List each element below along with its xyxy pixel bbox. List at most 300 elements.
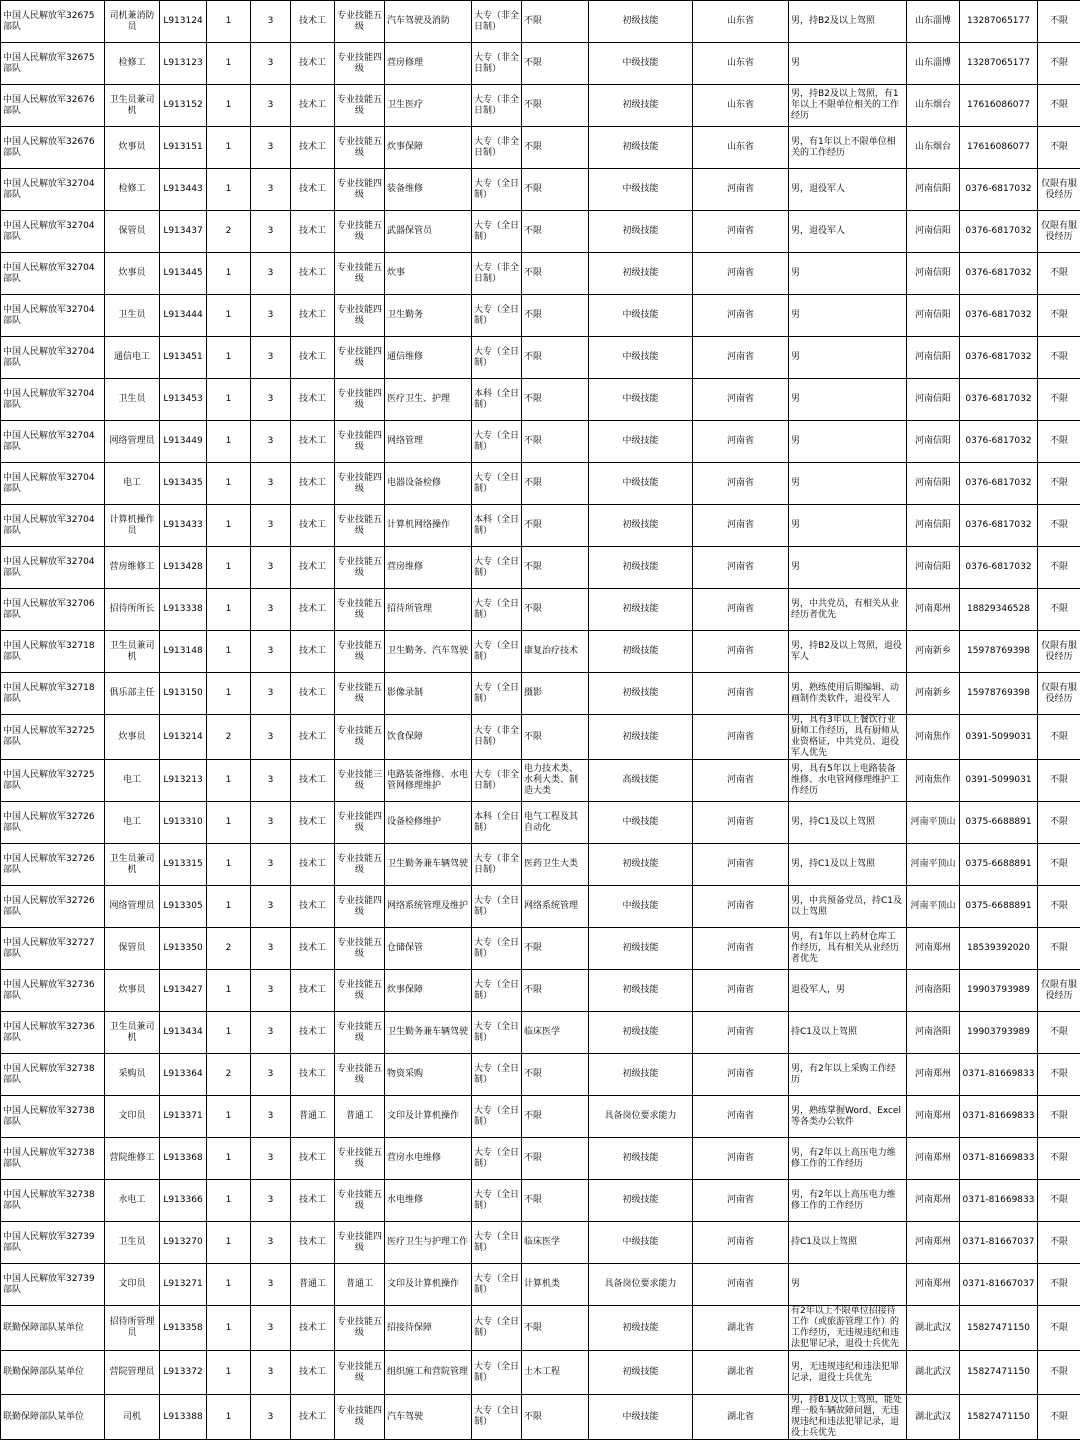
requirements-cell: 男，无违规违纪和违法犯罪记录，退役士兵优先 — [789, 1351, 907, 1395]
major-cell: 不限 — [522, 127, 589, 169]
requirements-cell: 男 — [789, 379, 907, 421]
province-cell: 山东省 — [693, 127, 789, 169]
skill-level-cell: 初级技能 — [589, 1012, 693, 1054]
service-cell: 不限 — [1038, 127, 1080, 169]
education-cell: 大专（非全日制） — [472, 760, 522, 802]
location-cell: 河南郑州 — [907, 1138, 960, 1180]
location-cell: 河南信阳 — [907, 337, 960, 379]
phone-cell: 15978769398 — [960, 631, 1038, 673]
unit-cell: 中国人民解放军32706部队 — [1, 589, 105, 631]
major-cell: 不限 — [522, 211, 589, 253]
skill-grade-cell: 专业技能五级 — [335, 1054, 385, 1096]
worker-type-cell: 技术工 — [291, 1180, 335, 1222]
service-cell: 不限 — [1038, 1395, 1080, 1440]
skill-grade-cell: 专业技能五级 — [335, 127, 385, 169]
phone-cell: 13287065177 — [960, 43, 1038, 85]
level-cell: 3 — [251, 1351, 291, 1395]
service-cell: 仅限有服役经历 — [1038, 970, 1080, 1012]
phone-cell: 15827471150 — [960, 1351, 1038, 1395]
major-cell: 摄影 — [522, 673, 589, 715]
skill-level-cell: 初级技能 — [589, 1351, 693, 1395]
phone-cell: 17616086077 — [960, 85, 1038, 127]
location-cell: 河南信阳 — [907, 211, 960, 253]
worker-type-cell: 技术工 — [291, 928, 335, 970]
unit-cell: 中国人民解放军32726部队 — [1, 886, 105, 928]
requirements-cell: 男，持B2及以上驾照 — [789, 1, 907, 43]
job-content-cell: 汽车驾驶及消防 — [385, 1, 472, 43]
skill-level-cell: 初级技能 — [589, 211, 693, 253]
location-cell: 河南信阳 — [907, 379, 960, 421]
level-cell: 3 — [251, 886, 291, 928]
location-cell: 湖北武汉 — [907, 1351, 960, 1395]
table-row — [1, 211, 1080, 253]
requirements-cell: 男，有2年以上高压电力维修工作的工作经历 — [789, 1138, 907, 1180]
worker-type-cell: 技术工 — [291, 379, 335, 421]
unit-cell: 中国人民解放军32718部队 — [1, 673, 105, 715]
requirements-cell: 有2年以上不限单位招接待工作（或旅游管理工作）的工作经历，无违规违纪和违法犯罪记录，退役士兵优先 — [789, 1306, 907, 1351]
table-row — [1, 844, 1080, 886]
province-cell: 河南省 — [693, 295, 789, 337]
skill-grade-cell: 专业技能五级 — [335, 673, 385, 715]
skill-grade-cell: 专业技能五级 — [335, 928, 385, 970]
table-row — [1, 379, 1080, 421]
phone-cell: 0376-6817032 — [960, 547, 1038, 589]
job-content-cell: 网络管理 — [385, 421, 472, 463]
education-cell: 大专（非全日制） — [472, 844, 522, 886]
requirements-cell: 男，中共预备党员，持C1及以上驾照 — [789, 886, 907, 928]
province-cell: 山东省 — [693, 43, 789, 85]
level-cell: 3 — [251, 715, 291, 760]
job-content-cell: 网络系统管理及维护 — [385, 886, 472, 928]
worker-type-cell: 技术工 — [291, 760, 335, 802]
worker-type-cell: 技术工 — [291, 970, 335, 1012]
position-name-cell: 电工 — [105, 760, 160, 802]
unit-cell: 中国人民解放军32675部队 — [1, 43, 105, 85]
skill-level-cell: 初级技能 — [589, 1306, 693, 1351]
province-cell: 河南省 — [693, 421, 789, 463]
job-content-cell: 文印及计算机操作 — [385, 1264, 472, 1306]
position-name-cell: 炊事员 — [105, 127, 160, 169]
position-code-cell: L913271 — [160, 1264, 207, 1306]
level-cell: 3 — [251, 589, 291, 631]
worker-type-cell: 技术工 — [291, 463, 335, 505]
level-cell: 3 — [251, 1096, 291, 1138]
position-name-cell: 营院管理员 — [105, 1351, 160, 1395]
service-cell: 不限 — [1038, 1351, 1080, 1395]
skill-level-cell: 中级技能 — [589, 337, 693, 379]
position-name-cell: 营院维修工 — [105, 1138, 160, 1180]
skill-grade-cell: 专业技能五级 — [335, 1351, 385, 1395]
table-row — [1, 715, 1080, 760]
location-cell: 河南信阳 — [907, 547, 960, 589]
province-cell: 河南省 — [693, 970, 789, 1012]
skill-level-cell: 初级技能 — [589, 970, 693, 1012]
education-cell: 大专（全日制） — [472, 589, 522, 631]
requirements-cell: 男，持B2及以上驾照，有1年以上不限单位相关的工作经历 — [789, 85, 907, 127]
location-cell: 河南平顶山 — [907, 886, 960, 928]
phone-cell: 0371-81667037 — [960, 1264, 1038, 1306]
level-cell: 3 — [251, 85, 291, 127]
requirements-cell: 男 — [789, 547, 907, 589]
requirements-cell: 男，熟练掌握Word、Excel等各类办公软件 — [789, 1096, 907, 1138]
phone-cell: 0376-6817032 — [960, 463, 1038, 505]
skill-grade-cell: 专业技能五级 — [335, 970, 385, 1012]
position-code-cell: L913433 — [160, 505, 207, 547]
phone-cell: 0376-6817032 — [960, 169, 1038, 211]
skill-level-cell: 中级技能 — [589, 169, 693, 211]
requirements-cell: 男，熟练使用后期编辑、动画制作类软件，退役军人 — [789, 673, 907, 715]
position-code-cell: L913428 — [160, 547, 207, 589]
worker-type-cell: 技术工 — [291, 1138, 335, 1180]
major-cell: 不限 — [522, 1096, 589, 1138]
headcount-cell: 1 — [207, 844, 251, 886]
phone-cell: 0375-6688891 — [960, 802, 1038, 844]
service-cell: 不限 — [1038, 1264, 1080, 1306]
position-code-cell: L913150 — [160, 673, 207, 715]
service-cell: 不限 — [1038, 1012, 1080, 1054]
location-cell: 山东淄博 — [907, 1, 960, 43]
skill-level-cell: 中级技能 — [589, 1222, 693, 1264]
skill-grade-cell: 专业技能四级 — [335, 421, 385, 463]
education-cell: 大专（非全日制） — [472, 1, 522, 43]
education-cell: 大专（全日制） — [472, 1054, 522, 1096]
location-cell: 河南焦作 — [907, 760, 960, 802]
unit-cell: 中国人民解放军32676部队 — [1, 127, 105, 169]
worker-type-cell: 技术工 — [291, 1395, 335, 1440]
job-content-cell: 卫生勤务 — [385, 295, 472, 337]
job-content-cell: 文印及计算机操作 — [385, 1096, 472, 1138]
level-cell: 3 — [251, 970, 291, 1012]
job-content-cell: 水电维修 — [385, 1180, 472, 1222]
unit-cell: 联勤保障部队某单位 — [1, 1395, 105, 1440]
requirements-cell: 男，有2年以上采购工作经历 — [789, 1054, 907, 1096]
major-cell: 不限 — [522, 928, 589, 970]
skill-level-cell: 初级技能 — [589, 673, 693, 715]
skill-grade-cell: 专业技能三级 — [335, 760, 385, 802]
education-cell: 大专（全日制） — [472, 886, 522, 928]
position-name-cell: 招待所管理员 — [105, 1306, 160, 1351]
position-code-cell: L913443 — [160, 169, 207, 211]
major-cell: 不限 — [522, 1395, 589, 1440]
level-cell: 3 — [251, 127, 291, 169]
skill-grade-cell: 专业技能五级 — [335, 505, 385, 547]
requirements-cell: 男，有1年以上不限单位相关的工作经历 — [789, 127, 907, 169]
table-row — [1, 1096, 1080, 1138]
headcount-cell: 2 — [207, 715, 251, 760]
phone-cell: 0371-81669833 — [960, 1096, 1038, 1138]
table-row — [1, 589, 1080, 631]
unit-cell: 联勤保障部队某单位 — [1, 1306, 105, 1351]
skill-level-cell: 初级技能 — [589, 253, 693, 295]
worker-type-cell: 技术工 — [291, 43, 335, 85]
major-cell: 不限 — [522, 547, 589, 589]
headcount-cell: 1 — [207, 886, 251, 928]
unit-cell: 中国人民解放军32726部队 — [1, 802, 105, 844]
requirements-cell: 男，退役军人 — [789, 169, 907, 211]
table-row — [1, 631, 1080, 673]
major-cell: 不限 — [522, 1306, 589, 1351]
unit-cell: 中国人民解放军32736部队 — [1, 970, 105, 1012]
province-cell: 河南省 — [693, 802, 789, 844]
location-cell: 河南洛阳 — [907, 970, 960, 1012]
position-code-cell: L913350 — [160, 928, 207, 970]
phone-cell: 17616086077 — [960, 127, 1038, 169]
level-cell: 3 — [251, 1138, 291, 1180]
education-cell: 本科（全日制） — [472, 379, 522, 421]
education-cell: 大专（全日制） — [472, 1180, 522, 1222]
service-cell: 不限 — [1038, 85, 1080, 127]
worker-type-cell: 技术工 — [291, 589, 335, 631]
service-cell: 不限 — [1038, 337, 1080, 379]
job-content-cell: 卫生勤务兼车辆驾驶 — [385, 1012, 472, 1054]
requirements-cell: 男 — [789, 337, 907, 379]
worker-type-cell: 技术工 — [291, 295, 335, 337]
job-content-cell: 设备检修维护 — [385, 802, 472, 844]
job-content-cell: 卫生医疗 — [385, 85, 472, 127]
service-cell: 不限 — [1038, 928, 1080, 970]
location-cell: 河南信阳 — [907, 505, 960, 547]
level-cell: 3 — [251, 1054, 291, 1096]
province-cell: 河南省 — [693, 589, 789, 631]
phone-cell: 0376-6817032 — [960, 295, 1038, 337]
location-cell: 河南郑州 — [907, 1222, 960, 1264]
headcount-cell: 1 — [207, 421, 251, 463]
education-cell: 大专（全日制） — [472, 1138, 522, 1180]
worker-type-cell: 技术工 — [291, 547, 335, 589]
table-row — [1, 1180, 1080, 1222]
province-cell: 河南省 — [693, 673, 789, 715]
table-row — [1, 127, 1080, 169]
job-content-cell: 汽车驾驶 — [385, 1395, 472, 1440]
position-code-cell: L913358 — [160, 1306, 207, 1351]
position-name-cell: 检修工 — [105, 169, 160, 211]
table-row — [1, 886, 1080, 928]
unit-cell: 中国人民解放军32725部队 — [1, 715, 105, 760]
province-cell: 河南省 — [693, 1012, 789, 1054]
table-row — [1, 295, 1080, 337]
skill-grade-cell: 专业技能五级 — [335, 1012, 385, 1054]
major-cell: 不限 — [522, 970, 589, 1012]
headcount-cell: 2 — [207, 211, 251, 253]
service-cell: 不限 — [1038, 715, 1080, 760]
skill-grade-cell: 专业技能四级 — [335, 1395, 385, 1440]
level-cell: 3 — [251, 1180, 291, 1222]
headcount-cell: 1 — [207, 589, 251, 631]
position-code-cell: L913305 — [160, 886, 207, 928]
location-cell: 河南信阳 — [907, 169, 960, 211]
skill-level-cell: 中级技能 — [589, 463, 693, 505]
worker-type-cell: 普通工 — [291, 1096, 335, 1138]
requirements-cell: 男 — [789, 463, 907, 505]
skill-level-cell: 初级技能 — [589, 589, 693, 631]
position-name-cell: 营房维修工 — [105, 547, 160, 589]
service-cell: 不限 — [1038, 1054, 1080, 1096]
skill-grade-cell: 普通工 — [335, 1096, 385, 1138]
position-name-cell: 检修工 — [105, 43, 160, 85]
skill-grade-cell: 专业技能四级 — [335, 169, 385, 211]
province-cell: 河南省 — [693, 169, 789, 211]
position-name-cell: 卫生员兼司机 — [105, 85, 160, 127]
province-cell: 河南省 — [693, 1264, 789, 1306]
province-cell: 河南省 — [693, 715, 789, 760]
position-name-cell: 通信电工 — [105, 337, 160, 379]
unit-cell: 中国人民解放军32704部队 — [1, 211, 105, 253]
job-content-cell: 仓储保管 — [385, 928, 472, 970]
worker-type-cell: 技术工 — [291, 1054, 335, 1096]
location-cell: 河南郑州 — [907, 928, 960, 970]
service-cell: 不限 — [1038, 379, 1080, 421]
skill-grade-cell: 专业技能五级 — [335, 589, 385, 631]
position-code-cell: L913270 — [160, 1222, 207, 1264]
headcount-cell: 1 — [207, 295, 251, 337]
service-cell: 不限 — [1038, 589, 1080, 631]
worker-type-cell: 技术工 — [291, 1012, 335, 1054]
level-cell: 3 — [251, 337, 291, 379]
service-cell: 不限 — [1038, 1222, 1080, 1264]
skill-level-cell: 中级技能 — [589, 886, 693, 928]
province-cell: 河南省 — [693, 1096, 789, 1138]
unit-cell: 中国人民解放军32738部队 — [1, 1054, 105, 1096]
table-row — [1, 85, 1080, 127]
level-cell: 3 — [251, 43, 291, 85]
position-code-cell: L913449 — [160, 421, 207, 463]
skill-level-cell: 初级技能 — [589, 1, 693, 43]
job-content-cell: 影像录制 — [385, 673, 472, 715]
skill-grade-cell: 专业技能四级 — [335, 463, 385, 505]
level-cell: 3 — [251, 673, 291, 715]
education-cell: 大专（非全日制） — [472, 715, 522, 760]
major-cell: 电气工程及其自动化 — [522, 802, 589, 844]
job-content-cell: 物资采购 — [385, 1054, 472, 1096]
position-name-cell: 采购员 — [105, 1054, 160, 1096]
headcount-cell: 1 — [207, 463, 251, 505]
worker-type-cell: 普通工 — [291, 1264, 335, 1306]
headcount-cell: 1 — [207, 1, 251, 43]
requirements-cell: 男，有1年以上药材仓库工作经历，具有相关从业经历者优先 — [789, 928, 907, 970]
position-code-cell: L913315 — [160, 844, 207, 886]
service-cell: 不限 — [1038, 1138, 1080, 1180]
table-row — [1, 1395, 1080, 1440]
position-code-cell: L913437 — [160, 211, 207, 253]
headcount-cell: 1 — [207, 253, 251, 295]
job-content-cell: 招待所管理 — [385, 589, 472, 631]
position-name-cell: 卫生员 — [105, 379, 160, 421]
job-content-cell: 炊事保障 — [385, 970, 472, 1012]
position-name-cell: 保管员 — [105, 211, 160, 253]
province-cell: 湖北省 — [693, 1306, 789, 1351]
phone-cell: 0371-81669833 — [960, 1054, 1038, 1096]
location-cell: 河南焦作 — [907, 715, 960, 760]
major-cell: 医药卫生大类 — [522, 844, 589, 886]
service-cell: 不限 — [1038, 1180, 1080, 1222]
position-code-cell: L913123 — [160, 43, 207, 85]
skill-grade-cell: 专业技能五级 — [335, 715, 385, 760]
requirements-cell: 男 — [789, 253, 907, 295]
position-name-cell: 炊事员 — [105, 715, 160, 760]
skill-level-cell: 初级技能 — [589, 505, 693, 547]
skill-level-cell: 高级技能 — [589, 760, 693, 802]
phone-cell: 13287065177 — [960, 1, 1038, 43]
unit-cell: 联勤保障部队某单位 — [1, 1351, 105, 1395]
headcount-cell: 1 — [207, 1012, 251, 1054]
headcount-cell: 1 — [207, 547, 251, 589]
unit-cell: 中国人民解放军32738部队 — [1, 1096, 105, 1138]
position-name-cell: 电工 — [105, 463, 160, 505]
location-cell: 河南郑州 — [907, 589, 960, 631]
province-cell: 河南省 — [693, 760, 789, 802]
worker-type-cell: 技术工 — [291, 253, 335, 295]
headcount-cell: 1 — [207, 970, 251, 1012]
position-name-cell: 卫生员兼司机 — [105, 844, 160, 886]
unit-cell: 中国人民解放军32718部队 — [1, 631, 105, 673]
province-cell: 河南省 — [693, 547, 789, 589]
table-row — [1, 463, 1080, 505]
level-cell: 3 — [251, 463, 291, 505]
requirements-cell: 持C1及以上驾照 — [789, 1012, 907, 1054]
skill-level-cell: 中级技能 — [589, 295, 693, 337]
requirements-cell: 男，有2年以上高压电力维修工作的工作经历 — [789, 1180, 907, 1222]
position-code-cell: L913371 — [160, 1096, 207, 1138]
requirements-cell: 男，持B1及以上驾照，能处理一般车辆故障问题，无违规违纪和违法犯罪记录，退役士兵优先 — [789, 1395, 907, 1440]
position-name-cell: 计算机操作员 — [105, 505, 160, 547]
job-content-cell: 营房维修 — [385, 547, 472, 589]
headcount-cell: 1 — [207, 505, 251, 547]
level-cell: 3 — [251, 928, 291, 970]
education-cell: 大专（全日制） — [472, 337, 522, 379]
level-cell: 3 — [251, 1, 291, 43]
job-content-cell: 卫生勤务兼车辆驾驶 — [385, 844, 472, 886]
table-row — [1, 43, 1080, 85]
job-content-cell: 医疗卫生、护理 — [385, 379, 472, 421]
requirements-cell: 男，具有3年以上餐饮行业厨师工作经历，具有厨师从业资格证，中共党员、退役军人优先 — [789, 715, 907, 760]
phone-cell: 15827471150 — [960, 1395, 1038, 1440]
headcount-cell: 1 — [207, 802, 251, 844]
worker-type-cell: 技术工 — [291, 337, 335, 379]
service-cell: 不限 — [1038, 505, 1080, 547]
province-cell: 河南省 — [693, 463, 789, 505]
unit-cell: 中国人民解放军32704部队 — [1, 169, 105, 211]
headcount-cell: 2 — [207, 928, 251, 970]
requirements-cell: 男，退役军人 — [789, 211, 907, 253]
unit-cell: 中国人民解放军32738部队 — [1, 1180, 105, 1222]
phone-cell: 0371-81667037 — [960, 1222, 1038, 1264]
requirements-cell: 男 — [789, 421, 907, 463]
job-content-cell: 饮食保障 — [385, 715, 472, 760]
unit-cell: 中国人民解放军32675部队 — [1, 1, 105, 43]
position-name-cell: 俱乐部主任 — [105, 673, 160, 715]
table-row — [1, 1012, 1080, 1054]
phone-cell: 15978769398 — [960, 673, 1038, 715]
phone-cell: 18539392020 — [960, 928, 1038, 970]
level-cell: 3 — [251, 631, 291, 673]
education-cell: 大专（全日制） — [472, 1306, 522, 1351]
province-cell: 湖北省 — [693, 1395, 789, 1440]
headcount-cell: 1 — [207, 1264, 251, 1306]
skill-level-cell: 初级技能 — [589, 715, 693, 760]
position-code-cell: L913366 — [160, 1180, 207, 1222]
education-cell: 大专（全日制） — [472, 928, 522, 970]
worker-type-cell: 技术工 — [291, 802, 335, 844]
province-cell: 河南省 — [693, 631, 789, 673]
phone-cell: 0391-5099031 — [960, 760, 1038, 802]
phone-cell: 0391-5099031 — [960, 715, 1038, 760]
position-code-cell: L913124 — [160, 1, 207, 43]
job-content-cell: 电器设备检修 — [385, 463, 472, 505]
location-cell: 山东烟台 — [907, 85, 960, 127]
position-code-cell: L913453 — [160, 379, 207, 421]
unit-cell: 中国人民解放军32704部队 — [1, 421, 105, 463]
position-code-cell: L913388 — [160, 1395, 207, 1440]
